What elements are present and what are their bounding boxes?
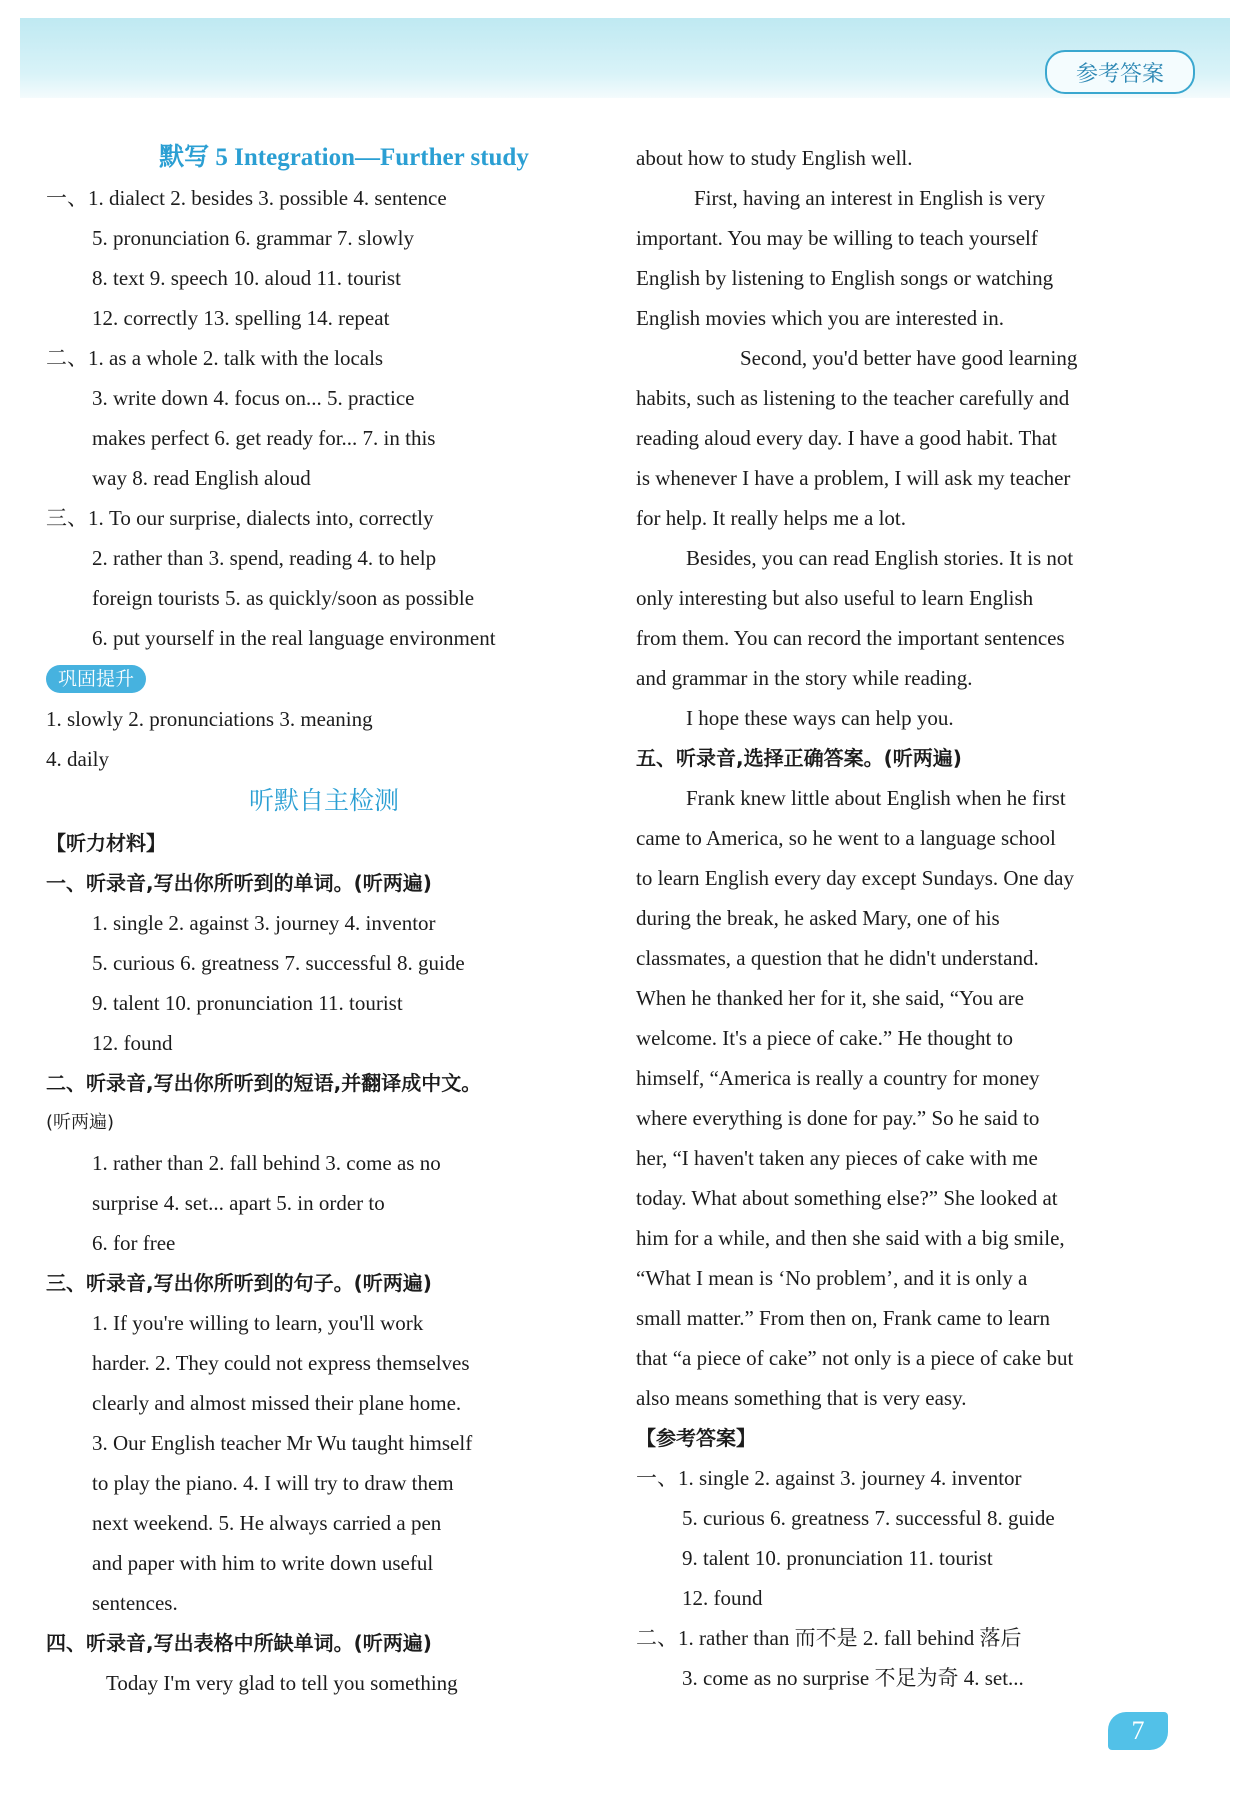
answer-line: and paper with him to write down useful	[92, 1551, 434, 1575]
answer-label: 【参考答案】	[636, 1426, 756, 1450]
listening-label: 【听力材料】	[46, 831, 166, 855]
text-line: I hope these ways can help you.	[686, 706, 954, 730]
answer-line: sentences.	[92, 1591, 178, 1615]
text-line: welcome. It's a piece of cake.” He thought to	[636, 1026, 1013, 1050]
answer-line: 1. single 2. against 3. journey 4. inventor	[92, 911, 436, 935]
answer-line: foreign tourists 5. as quickly/soon as possible	[92, 586, 475, 610]
page-number: 7	[1108, 1712, 1168, 1750]
answer-line: way 8. read English aloud	[92, 466, 311, 490]
answer-line: 1. rather than 2. fall behind 3. come as no	[92, 1151, 441, 1175]
text-line: Frank knew little about English when he first	[686, 786, 1066, 810]
answer-line: 2. rather than 3. spend, reading 4. to help	[92, 546, 437, 570]
answer-line: harder. 2. They could not express themselves	[92, 1351, 470, 1375]
text-line: about how to study English well.	[636, 146, 913, 170]
section-title: 默写 5 Integration—Further study	[159, 144, 529, 171]
left-column	[46, 138, 602, 1703]
text-line: today. What about something else?” She looked at	[636, 1186, 1058, 1210]
text-line: and grammar in the story while reading.	[636, 666, 973, 690]
answer-line: 3. Our English teacher Mr Wu taught himself	[92, 1431, 473, 1455]
text-line: small matter.” From then on, Frank came to learn	[636, 1306, 1051, 1330]
answer-line: 6. put yourself in the real language environment	[92, 626, 496, 650]
text-line: English by listening to English songs or watching	[636, 266, 1054, 290]
answer-line: to play the piano. 4. I will try to draw them	[92, 1471, 454, 1495]
text-line: reading aloud every day. I have a good habit. That	[636, 426, 1058, 450]
answer-line: clearly and almost missed their plane home.	[92, 1391, 462, 1415]
answer-line: 12. found	[92, 1031, 173, 1055]
answer-line: 5. curious 6. greatness 7. successful 8. guide	[682, 1506, 1055, 1530]
answer-line: 一、1. single 2. against 3. journey 4. inventor	[636, 1466, 1022, 1490]
text-line: important. You may be willing to teach yourself	[636, 226, 1038, 250]
answer-line: 12. correctly 13. spelling 14. repeat	[92, 306, 390, 330]
text-line: him for a while, and then she said with a big smile,	[636, 1226, 1065, 1250]
question-title: 一、听录音,写出你所听到的单词。(听两遍)	[46, 871, 432, 895]
text-line: her, “I haven't taken any pieces of cake with me	[636, 1146, 1038, 1170]
question-title: 三、听录音,写出你所听到的句子。(听两遍)	[46, 1271, 432, 1295]
question-subtitle: (听两遍)	[46, 1112, 115, 1133]
answer-key-badge: 参考答案	[1045, 50, 1195, 94]
answer-line: 5. curious 6. greatness 7. successful 8. guide	[92, 951, 465, 975]
answer-line: 9. talent 10. pronunciation 11. tourist	[92, 991, 403, 1015]
text-line: for help. It really helps me a lot.	[636, 506, 906, 530]
text-line: Besides, you can read English stories. It is not	[686, 546, 1074, 570]
answer-line: 三、1. To our surprise, dialects into, correctly	[46, 506, 434, 530]
answer-line: 6. for free	[92, 1231, 176, 1255]
text-line: also means something that is very easy.	[636, 1386, 967, 1410]
text-line: Second, you'd better have good learning	[740, 346, 1078, 370]
answer-line: 5. pronunciation 6. grammar 7. slowly	[92, 226, 414, 250]
answer-line: 3. come as no surprise 不足为奇 4. set...	[682, 1666, 1024, 1690]
text-line: “What I mean is ‘No problem’, and it is only a	[636, 1266, 1028, 1290]
consolidate-label: 巩固提升	[46, 665, 146, 693]
text-line: where everything is done for pay.” So he said to	[636, 1106, 1040, 1130]
question-title: 二、听录音,写出你所听到的短语,并翻译成中文。	[46, 1071, 482, 1095]
self-check-title: 听默自主检测	[248, 786, 399, 815]
answer-line: 8. text 9. speech 10. aloud 11. tourist	[92, 266, 401, 290]
answer-line: 二、1. as a whole 2. talk with the locals	[46, 346, 384, 370]
answer-line: makes perfect 6. get ready for... 7. in this	[92, 426, 436, 450]
text-line: When he thanked her for it, she said, “You are	[636, 986, 1024, 1010]
text-line: during the break, he asked Mary, one of his	[636, 906, 1000, 930]
answer-line: 12. found	[682, 1586, 763, 1610]
right-column	[636, 138, 1192, 1698]
answer-line: Today I'm very glad to tell you something	[106, 1671, 458, 1695]
question-title: 四、听录音,写出表格中所缺单词。(听两遍)	[46, 1631, 432, 1655]
text-line: from them. You can record the important sentences	[636, 626, 1065, 650]
text-line: himself, “America is really a country for money	[636, 1066, 1040, 1090]
text-line: First, having an interest in English is very	[694, 186, 1046, 210]
text-line: habits, such as listening to the teacher carefully and	[636, 386, 1070, 410]
text-line: only interesting but also useful to learn English	[636, 586, 1034, 610]
text-line: is whenever I have a problem, I will ask my teacher	[636, 466, 1071, 490]
answer-line: 4. daily	[46, 747, 109, 771]
answer-line: 二、1. rather than 而不是 2. fall behind 落后	[636, 1626, 1022, 1650]
answer-line: 一、1. dialect 2. besides 3. possible 4. sentence	[46, 186, 447, 210]
answer-line: 9. talent 10. pronunciation 11. tourist	[682, 1546, 993, 1570]
text-line: that “a piece of cake” not only is a piece of cake but	[636, 1346, 1074, 1370]
text-line: came to America, so he went to a language school	[636, 826, 1056, 850]
answer-line: next weekend. 5. He always carried a pen	[92, 1511, 442, 1535]
answer-line: 3. write down 4. focus on... 5. practice	[92, 386, 415, 410]
text-line: classmates, a question that he didn't understand.	[636, 946, 1039, 970]
question-title: 五、听录音,选择正确答案。(听两遍)	[636, 746, 962, 770]
answer-line: 1. slowly 2. pronunciations 3. meaning	[46, 707, 373, 731]
text-line: to learn English every day except Sundays. One day	[636, 866, 1074, 890]
answer-line: 1. If you're willing to learn, you'll work	[92, 1311, 424, 1335]
answer-line: surprise 4. set... apart 5. in order to	[92, 1191, 385, 1215]
text-line: English movies which you are interested in.	[636, 306, 1005, 330]
